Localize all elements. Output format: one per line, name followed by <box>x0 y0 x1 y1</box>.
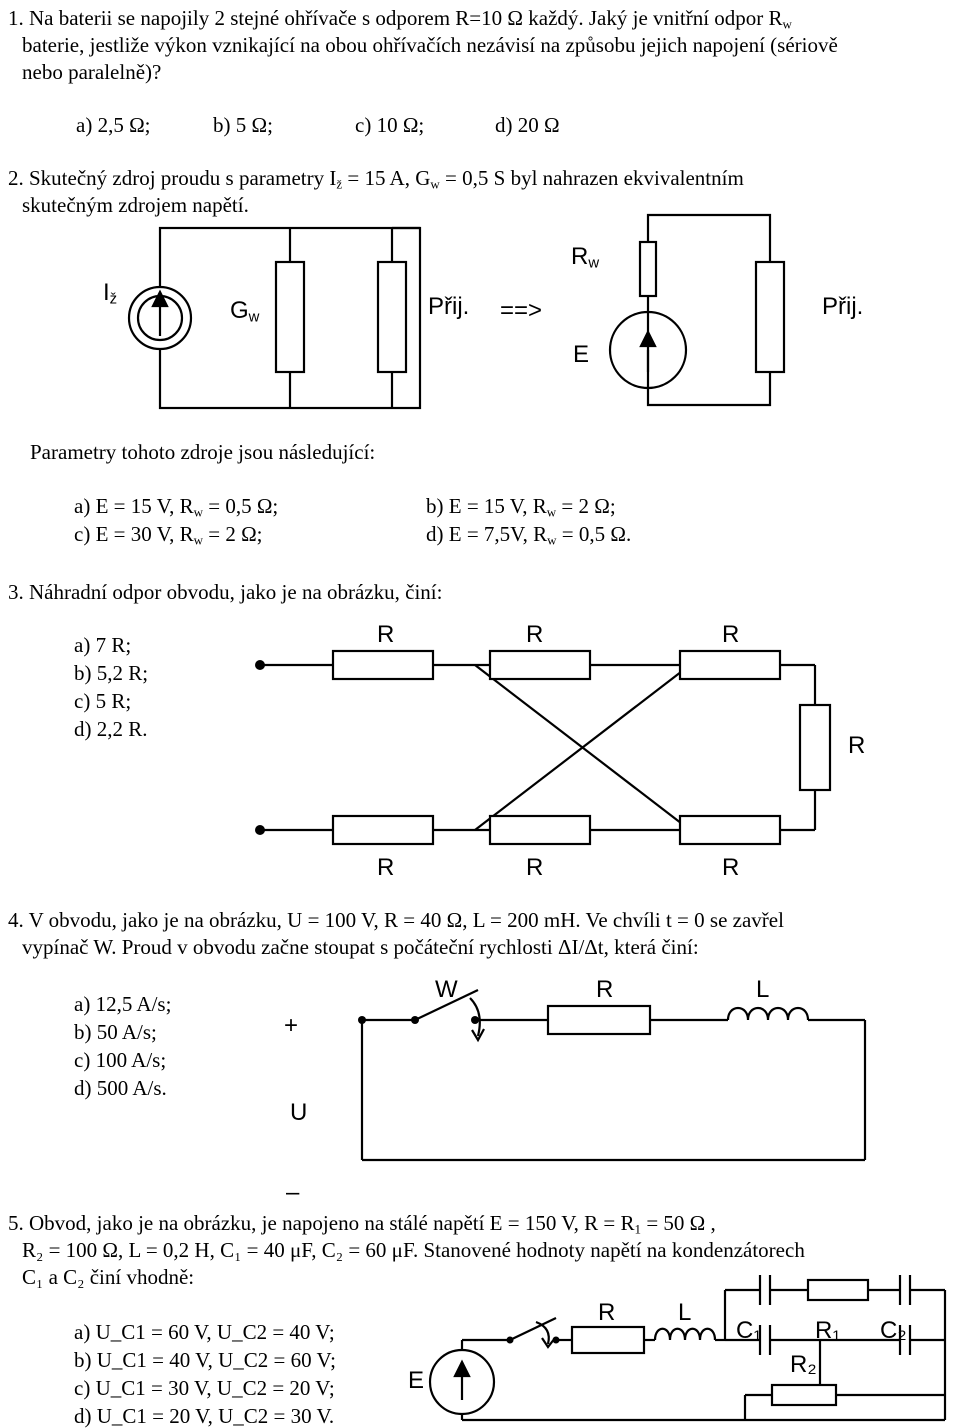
q3-cross-wire-2 <box>475 665 690 830</box>
q5-line3: C₁ a C₂ činí vhodně: <box>22 1265 195 1289</box>
q4-resistor <box>548 1006 650 1034</box>
q2-line2: skutečným zdrojem napětí. <box>22 193 249 217</box>
q1-option-d: d) 20 Ω <box>495 113 560 137</box>
q5-resistor-top <box>808 1280 868 1300</box>
q2-load-resistor-left <box>378 262 406 372</box>
q1-option-b: b) 5 Ω; <box>213 113 273 137</box>
q2-right-wires <box>648 215 770 405</box>
q4-resistor-label: R <box>596 976 614 1003</box>
q2-option-b: b) E = 15 V, $R_w = 2$ Ω; <box>426 494 616 520</box>
q1-line1: 1. Na baterii se napojily 2 stejné ohřívače s odporem R=10 Ω každý. Jaký je vnitřní odpor $R_w$ <box>8 6 792 32</box>
q5-option-d: d) U_C1 = 20 V, U_C2 = 30 V. <box>74 1404 335 1428</box>
q5-switch-blade <box>510 1318 556 1340</box>
q3-option-c: c) 5 R; <box>74 689 132 713</box>
q5-r2-label: R₂ <box>790 1351 817 1378</box>
q1-option-a: a) 2,5 Ω; <box>76 113 151 137</box>
q3-resistor-bottom-1 <box>333 816 433 844</box>
q3-option-b: b) 5,2 R; <box>74 661 149 685</box>
q5-voltage-source <box>430 1350 494 1414</box>
q2-current-source-inner-circle <box>138 296 182 340</box>
q2-internal-resistor <box>640 242 656 296</box>
q3-resistor-bottom-2 <box>490 816 590 844</box>
q4-option-b: b) 50 A/s; <box>74 1020 157 1044</box>
q4-inductor <box>728 1008 808 1020</box>
q5-resistor-r2 <box>772 1385 836 1405</box>
q3-cross-wire-1 <box>475 665 690 830</box>
q5-inductor <box>655 1329 715 1340</box>
q3-label-top-1: R <box>377 621 395 648</box>
q2-current-source-arrow-head <box>153 292 167 306</box>
q2-conductance-label: $G_w$ <box>230 297 260 326</box>
q4-switch-arrow <box>470 998 480 1036</box>
q2-arrow-label: ==> <box>500 297 543 324</box>
q1-option-c: c) 10 Ω; <box>355 113 425 137</box>
q4-option-c: c) 100 A/s; <box>74 1048 167 1072</box>
q5-option-c: c) U_C1 = 30 V, U_C2 = 20 V; <box>74 1376 335 1400</box>
q2-option-d: d) E = 7,5V, $R_w = 0,5$ Ω. <box>426 522 632 548</box>
q4-option-d: d) 500 A/s. <box>74 1076 167 1100</box>
q4-option-a: a) 12,5 A/s; <box>74 992 172 1016</box>
q3-resistor-top-1 <box>333 651 433 679</box>
q2-line1: 2. Skutečný zdroj proudu s parametry $I_ž = 15$ A, $G_w = 0,5$ S byl nahrazen ekvivalentním <box>8 166 744 192</box>
q5-emf-label: E <box>408 1367 425 1394</box>
q2-load-resistor-right <box>756 262 784 372</box>
q3-label-bottom-2: R <box>526 854 544 881</box>
q2-source-label: $I_ž$ <box>103 279 118 308</box>
q2-resistance-label: $R_w$ <box>571 243 600 272</box>
q4-minus-sign: – <box>286 1179 300 1206</box>
q5-r1-label: R₁ <box>815 1317 841 1344</box>
q3-terminal-top <box>255 660 265 670</box>
q5-line2: R₂ = 100 Ω, L = 0,2 H, C₁ = 40 μF, C₂ = 60 μF. Stanovené hodnoty napětí na kondenzátorech <box>22 1238 805 1262</box>
q2-voltage-source-arrow-head <box>641 332 655 346</box>
q2-option-c: c) E = 30 V, $R_w = 2$ Ω; <box>74 522 263 548</box>
q3-label-right: R <box>848 732 866 759</box>
q2-params-intro: Parametry tohoto zdroje jsou následující: <box>30 440 376 464</box>
q5-inductor-label: L <box>678 1299 692 1326</box>
q4-line2: vypínač W. Proud v obvodu začne stoupat s počáteční rychlosti ΔI/Δt, která činí: <box>22 935 699 959</box>
q1-line2: baterie, jestliže výkon vznikající na obou ohřívačích nezávisí na způsobu jejich napojení (sériově <box>22 33 838 57</box>
q5-c2-label: C₂ <box>880 1317 907 1344</box>
q3-resistor-top-2 <box>490 651 590 679</box>
q3-label-top-3: R <box>722 621 740 648</box>
q5-resistor-r <box>572 1327 644 1353</box>
q3-question: 3. Náhradní odpor obvodu, jako je na obrázku, činí: <box>8 580 443 604</box>
q2-current-source-outer-circle <box>129 287 191 349</box>
q1-line3: nebo paralelně)? <box>22 60 162 84</box>
q4-voltage-label: U <box>290 1099 308 1126</box>
q3-option-d: d) 2,2 R. <box>74 717 148 741</box>
q2-voltage-source-circle <box>610 312 686 388</box>
q5-resistor-label: R <box>598 1299 616 1326</box>
q3-resistor-right <box>800 705 830 790</box>
q2-left-wires <box>160 228 420 408</box>
q2-load-label-left: Přij. <box>428 293 470 320</box>
q3-terminal-bottom <box>255 825 265 835</box>
q2-emf-label: E <box>573 341 590 368</box>
q3-label-bottom-1: R <box>377 854 395 881</box>
q2-conductance-resistor <box>276 262 304 372</box>
q4-inductor-label: L <box>756 976 770 1003</box>
q5-line1: 5. Obvod, jako je na obrázku, je napojeno na stálé napětí E = 150 V, $R = R_1 = 50$ Ω , <box>8 1211 716 1237</box>
q5-option-a: a) U_C1 = 60 V, U_C2 = 40 V; <box>74 1320 335 1344</box>
q3-option-a: a) 7 R; <box>74 633 132 657</box>
q2-load-label-right: Přij. <box>822 293 864 320</box>
q4-plus-sign: + <box>284 1012 299 1039</box>
q4-switch-contact <box>471 1016 479 1024</box>
q3-label-bottom-3: R <box>722 854 740 881</box>
q4-switch-pivot <box>411 1016 419 1024</box>
q3-resistor-top-3 <box>680 651 780 679</box>
q4-switch-label: W <box>435 976 458 1003</box>
q5-c1-label: C₁ <box>736 1317 762 1344</box>
q3-label-top-2: R <box>526 621 544 648</box>
q2-option-a: a) E = 15 V, $R_w = 0,5$ Ω; <box>74 494 279 520</box>
q3-resistor-bottom-3 <box>680 816 780 844</box>
q4-line1: 4. V obvodu, jako je na obrázku, U = 100 V, R = 40 Ω, L = 200 mH. Ve chvíli t = 0 se zavřel <box>8 908 784 932</box>
q5-option-b: b) U_C1 = 40 V, U_C2 = 60 V; <box>74 1348 336 1372</box>
